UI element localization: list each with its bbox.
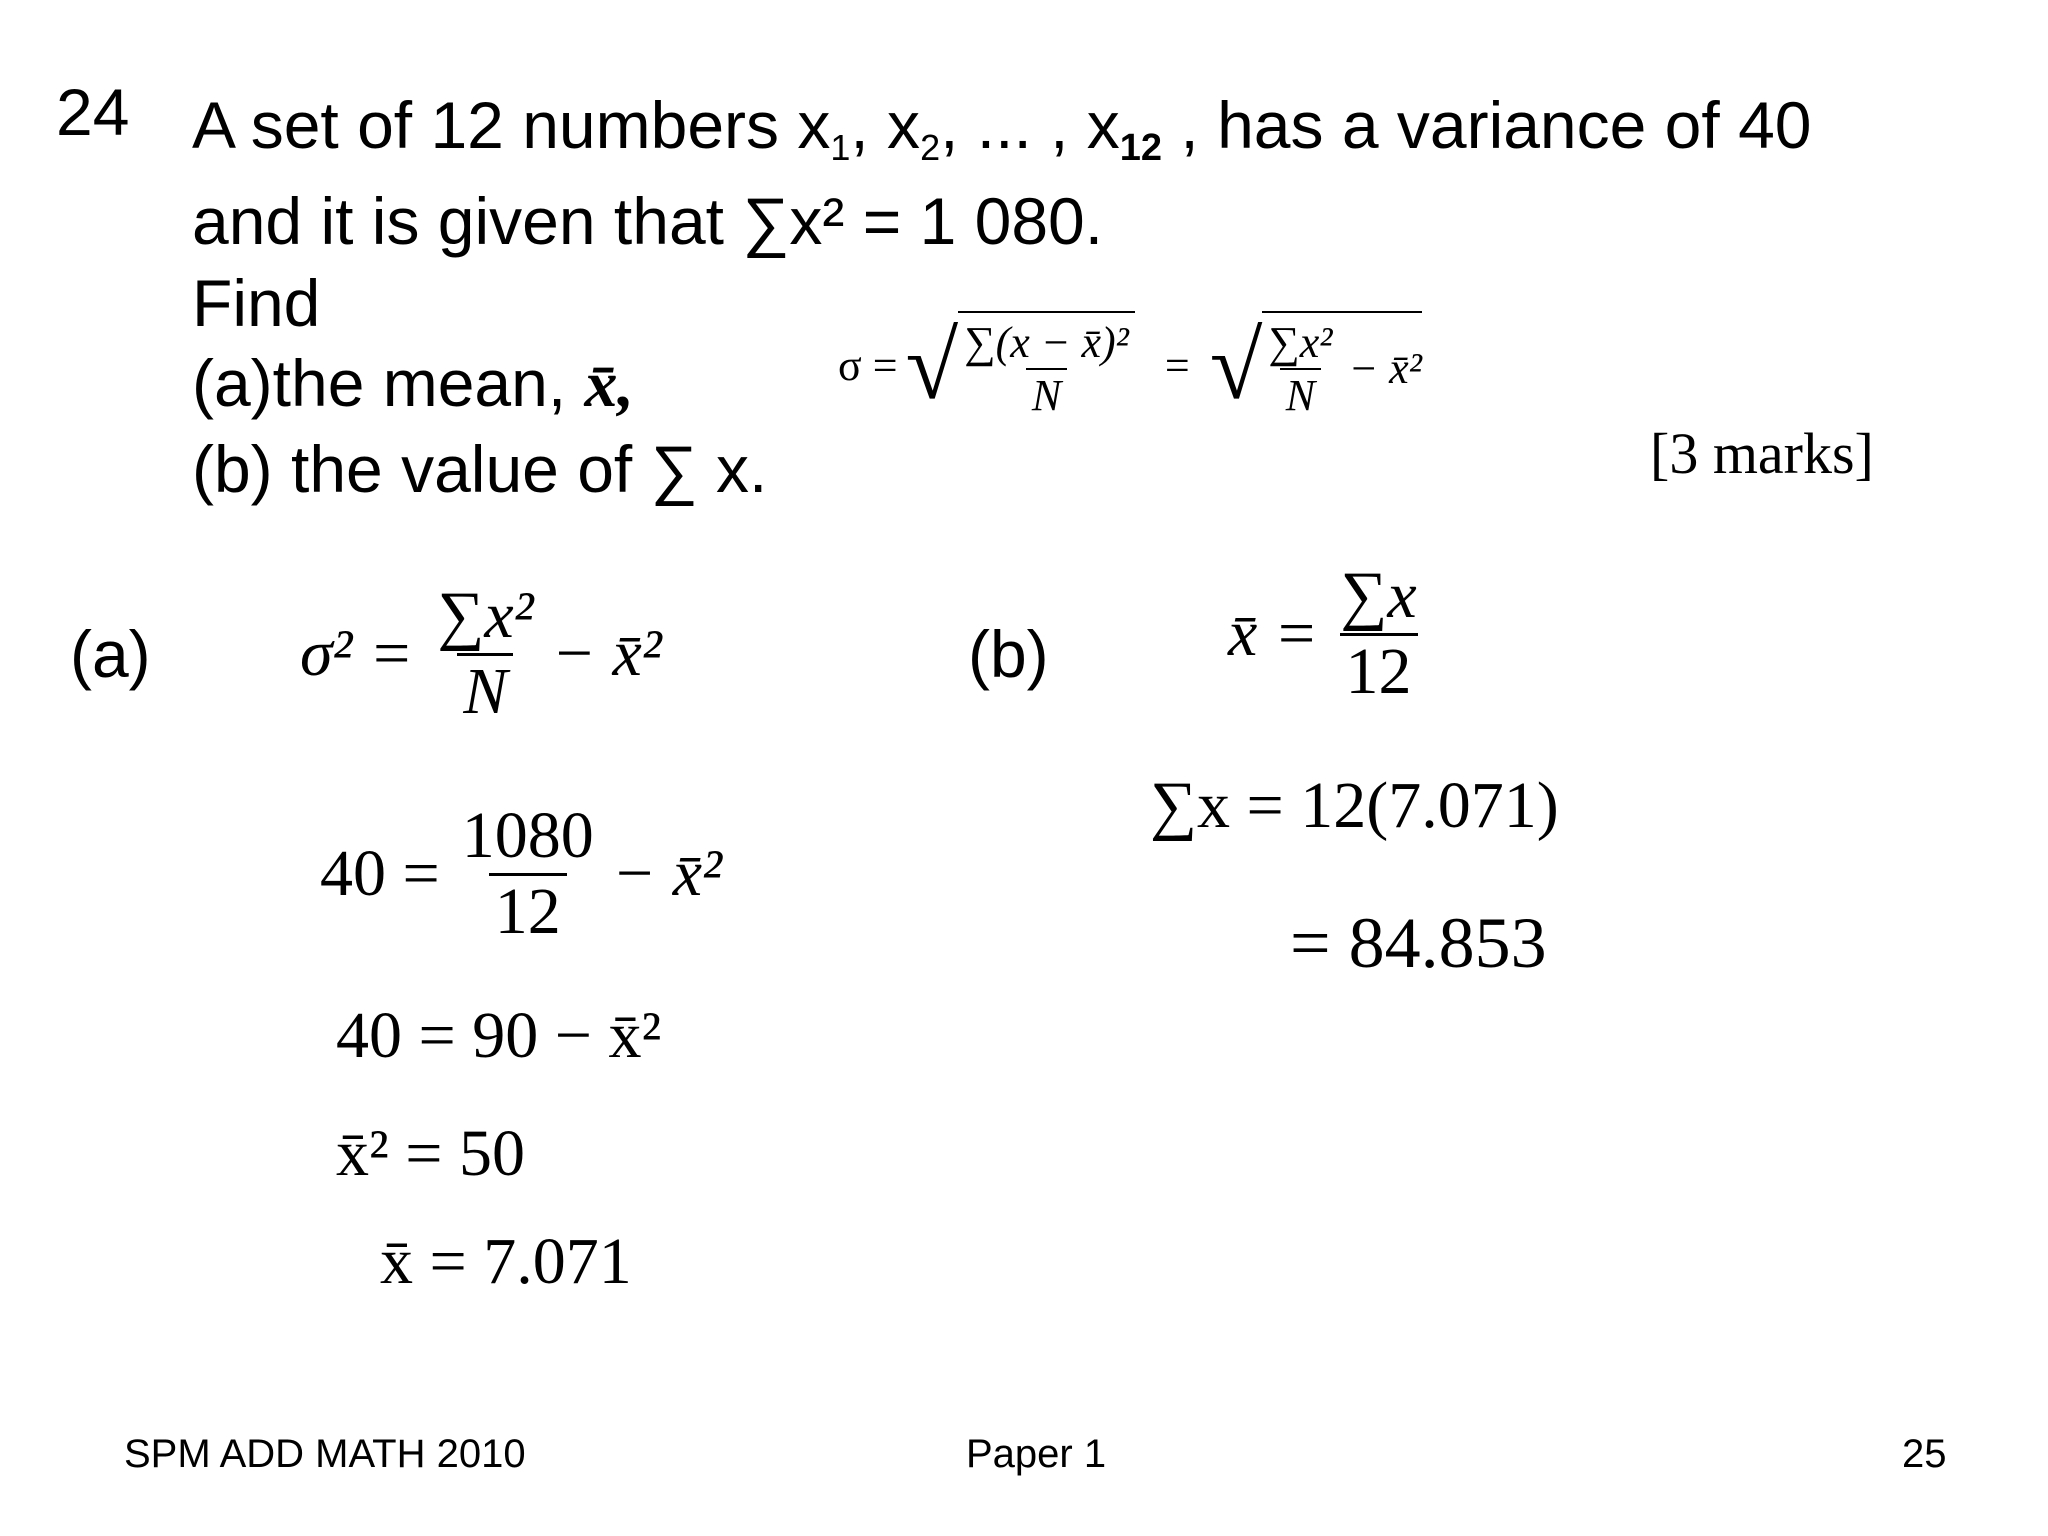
solution-b-line-2: ∑x = 12(7.071) <box>1150 769 1559 842</box>
sigma-symbol: σ = <box>838 341 898 390</box>
sqrt-icon: √ <box>1209 312 1263 419</box>
solution-a-line-2: 40 = $\frac{1080}{12}$ − x̄² <box>320 799 722 948</box>
sd-fraction-2: $\frac{\text{∑x²}}{N}$ − x̄² <box>1262 311 1422 421</box>
solution-a-line-5: x̄ = 7.071 <box>380 1225 632 1298</box>
sqrt-icon: √ <box>905 312 959 419</box>
question-line-1: A set of 12 numbers $x_1$, $x_2$, ... , $x_{12}$ , has a variance of 40 <box>192 88 1812 169</box>
solution-a-line-3: 40 = 90 − x̄² <box>336 999 662 1072</box>
footer-center: Paper 1 <box>966 1432 1107 1476</box>
question-number: 24 <box>56 75 130 149</box>
marks-label: [3 marks] <box>1650 421 1874 486</box>
part-b-prompt: (b) the value of ∑ x. <box>192 432 768 506</box>
find-label: Find <box>192 266 321 340</box>
solution-a-line-4: x̄² = 50 <box>336 1117 526 1190</box>
solution-b-line-3: = 84.853 <box>1290 903 1547 983</box>
solution-b-line-1: x̄ = $\frac{\sum x}{12}$ <box>1228 559 1417 708</box>
sd-formula: σ = √ $\frac{\text{∑(x − x̄)²}}{N}$ = √ $\frac{\text{∑x²}}{N}$ − x̄² <box>838 312 1422 420</box>
solution-b-label: (b) <box>968 617 1049 691</box>
footer-page-number: 25 <box>1902 1432 1947 1476</box>
part-a-prompt: (a)the mean, x̄, <box>192 346 635 421</box>
question-line-2: and it is given that ∑x² = 1 080. <box>192 184 1104 258</box>
solution-a-line-1: σ² = $\frac{\text{∑x²}}{N}$ − x̄² <box>300 579 662 728</box>
sd-fraction-1: $\frac{\text{∑(x − x̄)²}}{N}$ <box>958 311 1135 421</box>
footer-left: SPM ADD MATH 2010 <box>124 1432 526 1476</box>
solution-a-label: (a) <box>70 617 151 691</box>
